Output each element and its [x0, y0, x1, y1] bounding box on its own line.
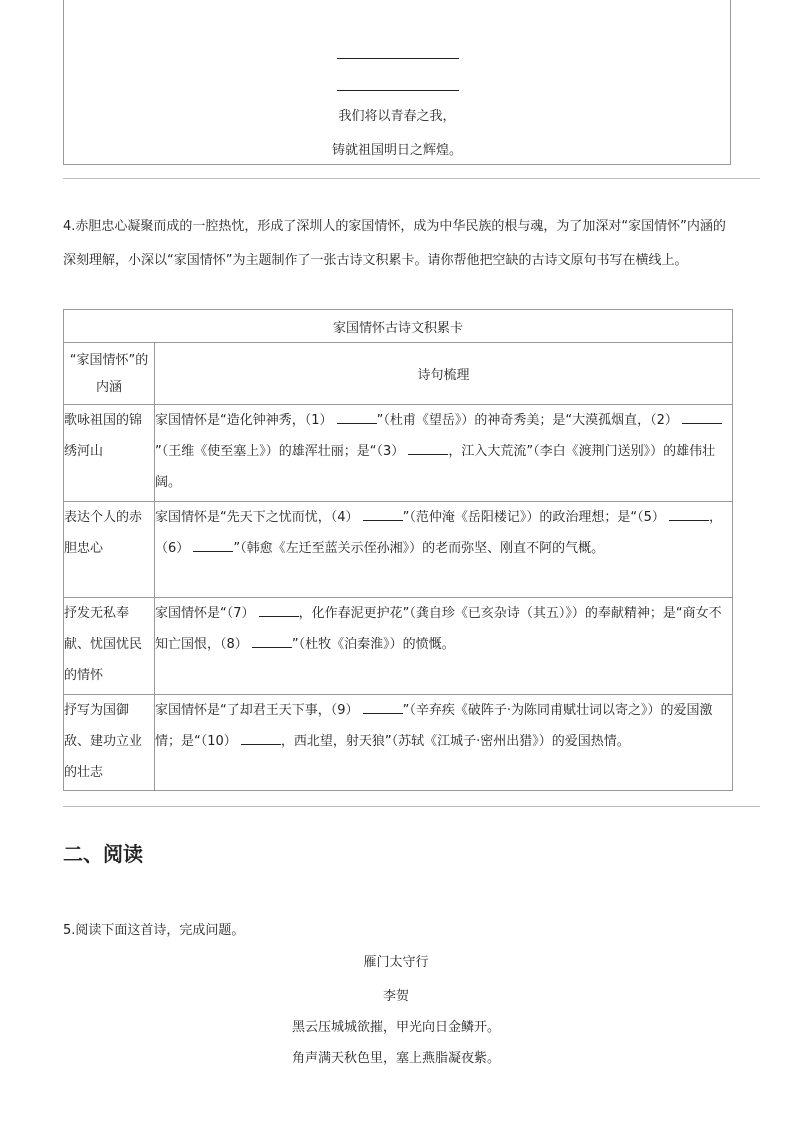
fill-blank-9[interactable]: [363, 701, 403, 714]
fill-blank-1[interactable]: [337, 411, 377, 424]
poem-title: 雁门太守行: [363, 955, 429, 970]
table-row: [64, 695, 733, 791]
poem-author: 李贺: [382, 989, 409, 1004]
fill-blank-6[interactable]: [193, 539, 233, 552]
verse-cell: [155, 695, 733, 791]
header-verses: 诗句梳理: [155, 343, 733, 405]
fill-blank-4[interactable]: [363, 508, 403, 521]
table-row: [64, 598, 733, 695]
header-meaning: “家国情怀”的内涵: [64, 343, 155, 405]
verse-text: 家国情怀是“先天下之忧而忧，（4）: [155, 510, 359, 525]
verse-cell: [155, 405, 733, 502]
divider: [63, 178, 760, 179]
verse-text: ”（杜甫《望岳》）的神奇秀美；是“大漠孤烟直，（2）: [376, 413, 678, 428]
previous-answer-box: [63, 0, 731, 165]
category-cell: 表达个人的赤胆忠心: [64, 502, 155, 598]
verse-text: ，（6）: [155, 510, 723, 556]
fill-blank-8[interactable]: [252, 635, 292, 648]
answer-blank-line[interactable]: [337, 90, 459, 91]
verse-text: ，江入大荒流”（李白《渡荆门送别》）的雄伟壮阔。: [155, 444, 716, 490]
fill-blank-7[interactable]: [259, 604, 299, 617]
category-cell: 抒写为国御敌、建功立业的壮志: [64, 695, 155, 791]
poem-line-2: 角声满天秋色里，塞上燕脂凝夜紫。: [291, 1051, 500, 1066]
poem-line-1: 黑云压城城欲摧，甲光向日金鳞开。: [291, 1020, 500, 1035]
verse-text: 家国情怀是“造化钟神秀，（1）: [155, 413, 333, 428]
answer-blank-line[interactable]: [337, 58, 459, 59]
fill-blank-2[interactable]: [682, 411, 722, 424]
fill-blank-5[interactable]: [669, 508, 709, 521]
verse-text: ”（杜牧《泊秦淮》）的愤慨。: [291, 637, 455, 652]
box-text-line-1: 我们将以青春之我，: [338, 109, 456, 124]
poetry-card-table: [63, 309, 733, 791]
question-4-text: 4.赤胆忠心凝聚而成的一腔热忱，形成了深圳人的家国情怀，成为中华民族的根与魂，为了加深对“家国情怀”内涵的深刻理解，小深以“家国情怀”为主题制作了一张古诗文积累卡。请你帮他把空缺的古诗文原句书写在横线上。: [63, 219, 726, 268]
table-row: [64, 405, 733, 502]
verse-text: 家国情怀是“（7）: [155, 606, 255, 621]
box-text-line-2: 铸就祖国明日之辉煌。: [331, 143, 462, 158]
verse-text: ，西北望，射天狼”（苏轼《江城子·密州出猎》）的爱国热情。: [280, 734, 630, 749]
section-heading: 二、阅读: [63, 842, 143, 866]
verse-text: 家国情怀是“了却君王天下事，（9）: [155, 703, 359, 718]
verse-text: ”（范仲淹《岳阳楼记》）的政治理想；是“（5）: [402, 510, 665, 525]
verse-text: ，化作春泥更护花”（龚自珍《已亥杂诗（其五）》）的奉献精神；是“商女不知亡国恨，（8）: [155, 606, 722, 652]
verse-cell: [155, 598, 733, 695]
divider: [63, 806, 760, 807]
table-row: [64, 502, 733, 598]
card-title: 家国情怀古诗文积累卡: [64, 310, 733, 343]
verse-text: ”（辛弃疾《破阵子·为陈同甫赋壮词以寄之》）的爱国激情；是“（10）: [155, 703, 713, 749]
category-cell: 抒发无私奉献、忧国忧民的情怀: [64, 598, 155, 695]
verse-text: ”（王维《使至塞上》）的雄浑壮丽；是“（3）: [155, 444, 405, 459]
fill-blank-10[interactable]: [241, 732, 281, 745]
question-5-text: 5.阅读下面这首诗，完成问题。: [63, 923, 245, 938]
category-cell: 歌咏祖国的锦绣河山: [64, 405, 155, 502]
verse-cell: [155, 502, 733, 598]
verse-text: ”（韩愈《左迁至蓝关示侄孙湘》）的老而弥坚、刚直不阿的气概。: [233, 541, 605, 556]
fill-blank-3[interactable]: [408, 442, 448, 455]
